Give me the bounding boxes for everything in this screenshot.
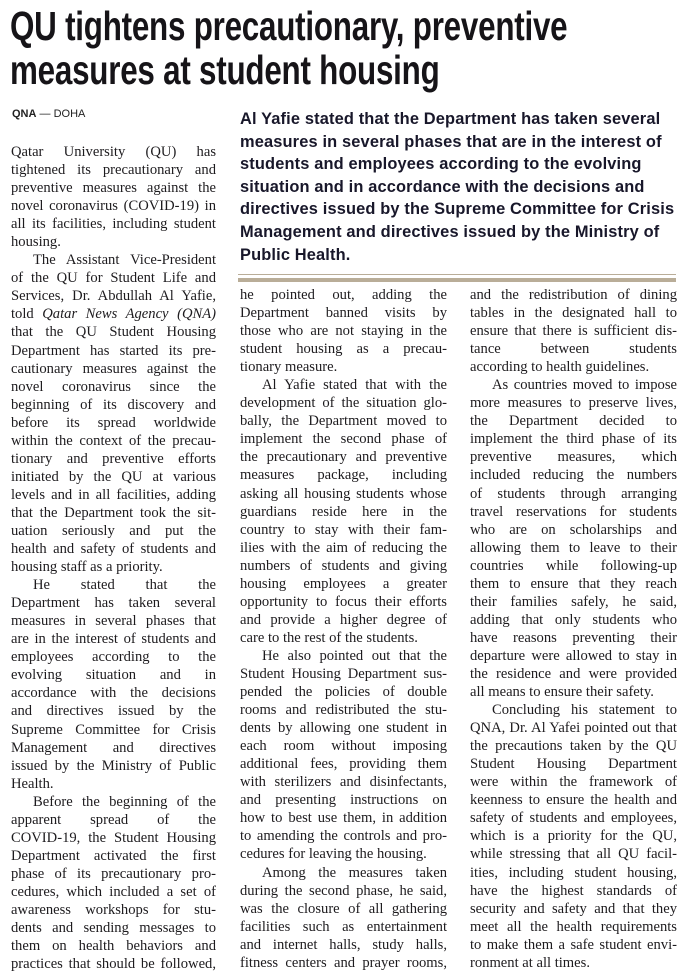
paragraph	[11, 576, 216, 793]
text-line: tionary and preventive efforts	[11, 450, 216, 467]
text-line: all means to ensure their safety.	[470, 684, 654, 701]
text-line: tables in the designated hall to	[470, 305, 677, 322]
text-line: adding that only students who	[470, 611, 677, 628]
text-line: care to the rest of the students.	[240, 629, 418, 646]
text-line: with sterilizers and disinfectants,	[240, 774, 447, 791]
text-line: the Department decided to	[470, 413, 677, 430]
text-line: measures in several phases that	[11, 613, 216, 630]
text-line: novel coronavirus (COVID-19) in	[11, 198, 216, 215]
text-line: development of the situation glo-	[240, 395, 447, 412]
text-line: included reducing the numbers	[470, 467, 677, 484]
paragraph	[240, 647, 447, 864]
text-line: housing employees a greater	[240, 575, 447, 592]
text-line: additional fees, providing them	[240, 756, 447, 773]
text-line: have the highest standards of	[470, 882, 677, 899]
text-line: tionary measure.	[240, 359, 338, 376]
text-line: evolving situation and in	[11, 667, 216, 684]
text-line: that the QU Student Housing	[11, 324, 216, 341]
text-line: Department activated the first	[11, 847, 216, 864]
text-line: of the QU for Student Life and	[11, 270, 216, 287]
text-line: Department has started its pre-	[11, 342, 216, 359]
text-run: told	[11, 306, 43, 323]
text-line: tightened its precautionary and	[11, 162, 216, 179]
text-line: ities, including student housing,	[470, 864, 677, 881]
text-line: Student Housing Department sus-	[240, 665, 447, 682]
text-line: opportunity to focus their efforts	[240, 593, 447, 610]
text-line: and presenting instructions on	[240, 792, 447, 809]
text-line: within the context of the precau-	[11, 432, 216, 449]
paragraph	[11, 793, 216, 973]
paragraph	[240, 376, 447, 647]
text-line: while stressing that all QU facil-	[470, 846, 677, 863]
text-line: Department has taken several	[11, 595, 216, 612]
text-line: the residence and were provided	[470, 665, 677, 682]
text-line: who are on scholarships and	[470, 521, 677, 538]
text-line: all its facilities, including student	[11, 216, 216, 233]
text-line: accordance with the decisions	[11, 685, 216, 702]
text-line: to amending the controls and pro-	[240, 828, 447, 845]
text-line: Department banned visits by	[240, 305, 447, 322]
text-line: each room without imposing	[240, 738, 447, 755]
text-line: Services, Dr. Abdullah Al Yafie,	[11, 288, 216, 305]
text-line: have reasons preventing their	[470, 629, 677, 646]
agency-name-italic: Qatar News Agency (QNA)	[42, 306, 216, 323]
article-headline	[10, 4, 676, 92]
text-line: which is a priority for the QU,	[470, 828, 677, 845]
text-line: QNA, Dr. Al Yafei pointed out that	[470, 720, 677, 737]
paragraph	[240, 286, 447, 376]
text-line: student housing as a precau-	[240, 341, 447, 358]
text-line: country to stay with their fam-	[240, 521, 447, 538]
text-line: them to ensure that they reach	[470, 575, 677, 592]
text-line: The Assistant Vice-President	[33, 252, 216, 269]
text-line: safety of students and employees,	[470, 810, 677, 827]
text-line: rooms and redistributed the stu-	[240, 702, 447, 719]
text-line	[11, 305, 216, 323]
text-line: more measures to preserve lives,	[470, 395, 677, 412]
text-line: housing staff as a priority.	[11, 559, 163, 576]
text-line: cautionary measures against the	[11, 360, 216, 377]
divider-rule	[238, 274, 676, 275]
article-column-1	[11, 143, 216, 973]
paragraph	[240, 864, 447, 972]
paragraph	[470, 376, 677, 701]
text-line: travel reservations for students	[470, 503, 677, 520]
text-line: according to health guidelines.	[470, 359, 650, 376]
article-column-3	[470, 286, 677, 972]
headline-line: QU tightens precautionary, preventive	[10, 3, 568, 49]
text-line: ilies with the aim of reducing the	[240, 539, 447, 556]
byline-agency: QNA	[12, 108, 37, 120]
text-line: ensure that there is sufficient dis-	[470, 323, 677, 340]
text-line: levels and in all facilities, adding	[11, 486, 216, 503]
text-line: Health.	[11, 775, 54, 792]
text-line: cedures for leaving the housing.	[240, 846, 427, 863]
text-line: implement the third phase of its	[470, 431, 677, 448]
text-line: departure were allowed to stay in	[470, 647, 677, 664]
text-line: countries while following-up	[470, 557, 677, 574]
text-line: Qatar University (QU) has	[11, 144, 216, 160]
text-line: the precautions taken by the QU	[470, 738, 677, 755]
text-line: asking all housing students whose	[240, 485, 447, 502]
text-line: awareness workshops for stu-	[11, 901, 216, 918]
text-line: them on health behaviors and	[11, 938, 216, 955]
paragraph	[470, 701, 677, 972]
text-line: and directives issued by the	[11, 703, 216, 720]
text-line: allowing them to leave to their	[470, 539, 677, 556]
text-line: tance between students	[470, 341, 677, 358]
text-line: numbers of students and giving	[240, 557, 447, 574]
text-line: As countries moved to impose	[492, 377, 677, 394]
text-line: initiated by the QU at various	[11, 468, 216, 485]
headline-line: measures at student housing	[10, 47, 440, 93]
text-line: health and safety of students and	[11, 541, 216, 558]
text-line: of students through arranging	[470, 485, 677, 502]
text-line: preventive measures against the	[11, 180, 216, 197]
text-line: implement the second phase of	[240, 431, 447, 448]
text-line: Al Yafie stated that with the	[262, 377, 447, 394]
text-line: fitness centers and prayer rooms,	[240, 954, 447, 971]
text-line: apparent spread of the	[11, 811, 216, 828]
text-line: practices that should be followed,	[11, 956, 216, 973]
text-line: issued by the Ministry of Public	[11, 757, 216, 774]
text-line: are in the interest of students and	[11, 631, 216, 648]
text-line: Student Housing Department	[470, 756, 677, 773]
text-line: employees according to the	[11, 649, 216, 666]
text-line: Concluding his statement to	[492, 702, 677, 719]
pull-quote: Al Yafie stated that the Department has taken several measures in several phases that are in the interest of students and employees according to the evolving situation and in accordance with the decisions and directives issued by the Supreme Committee for Crisis Management and directives issued by the Ministry of Public Health.	[240, 110, 675, 264]
text-line: and the redistribution of dining	[470, 287, 677, 303]
text-line: He stated that the	[33, 577, 216, 594]
byline-location: DOHA	[53, 108, 86, 120]
text-line: were within the framework of	[470, 774, 677, 791]
text-line: dents by allowing one student in	[240, 720, 447, 737]
byline	[12, 108, 85, 120]
text-line: Among the measures taken	[262, 864, 447, 881]
text-line: that the Department took the sit-	[11, 504, 216, 521]
text-line: cedures, which included a set of	[11, 883, 216, 900]
text-line: bally, the Department moved to	[240, 413, 447, 430]
text-line: facilities such as entertainment	[240, 918, 447, 935]
text-line: the precautionary and preventive	[240, 449, 447, 466]
text-line: during the second phase, he said,	[240, 882, 447, 899]
text-line: housing.	[11, 234, 61, 251]
paragraph	[470, 286, 677, 376]
text-line: Before the beginning of the	[33, 793, 216, 810]
text-line: guardians reside here in the	[240, 503, 447, 520]
text-line: keenness to ensure the health and	[470, 792, 677, 809]
text-line: measures package, including	[240, 467, 447, 484]
text-line: how to best use them, in addition	[240, 810, 447, 827]
paragraph	[11, 143, 216, 251]
text-line: COVID-19, the Student Housing	[11, 829, 216, 846]
text-line: Management and directives	[11, 739, 216, 756]
paragraph	[11, 251, 216, 576]
text-line: preventive measures, which	[470, 449, 677, 466]
text-line: uation seriously and put the	[11, 522, 216, 539]
text-line: Supreme Committee for Crisis	[11, 721, 216, 738]
text-line: and internet halls, study halls,	[240, 936, 447, 953]
text-line: phase of its precautionary pro-	[11, 865, 216, 882]
text-line: He also pointed out that the	[262, 647, 447, 664]
text-line: beginning of its discovery and	[11, 396, 216, 413]
text-line: those who are not staying in the	[240, 323, 447, 340]
text-line: ronment at all times.	[470, 954, 590, 971]
text-line: before its spread worldwide	[11, 414, 216, 431]
text-line: pended the policies of double	[240, 684, 447, 701]
text-line: dents and sending messages to	[11, 920, 216, 937]
article-column-2	[240, 286, 447, 972]
text-line: their families safely, he said,	[470, 593, 677, 610]
text-line: security and safety and that they	[470, 900, 677, 917]
text-line: novel coronavirus since the	[11, 378, 216, 395]
text-line: he pointed out, adding the	[240, 287, 447, 303]
text-line: and provide a higher degree of	[240, 611, 447, 628]
text-line: to make them a safe student envi-	[470, 936, 677, 953]
text-line: meet all the health requirements	[470, 918, 677, 935]
byline-separator: —	[36, 108, 54, 120]
divider-rule-thick	[238, 278, 676, 282]
text-line: was the closure of all gathering	[240, 900, 447, 917]
